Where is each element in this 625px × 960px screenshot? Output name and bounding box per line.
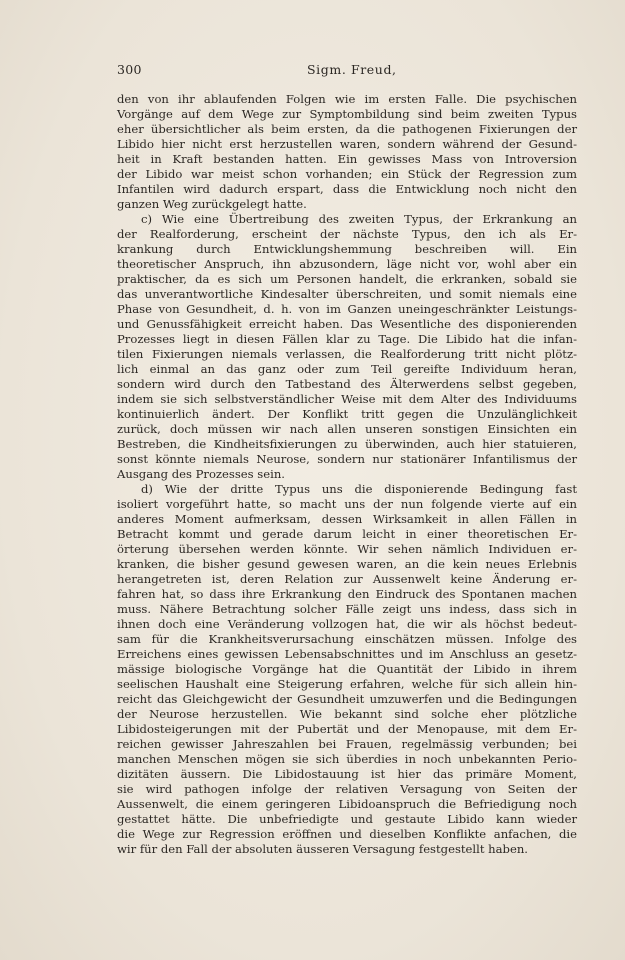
text-line: örterung übersehen werden könnte. Wir sehen nämlich Individuen er-	[117, 542, 577, 556]
text-line: ganzen Weg zurückgelegt hatte.	[117, 197, 307, 211]
text-line: fahren hat, so dass ihre Erkrankung den Eindruck des Spontanen machen	[117, 587, 577, 601]
text-line: reicht das Gleichgewicht der Gesundheit umzuwerfen und die Bedingungen	[117, 692, 577, 706]
text-line: kontinuierlich ändert. Der Konflikt tritt gegen die Unzulänglichkeit	[117, 407, 577, 421]
text-line: heit in Kraft bestanden hatten. Ein gewisses Mass von Introversion	[117, 152, 577, 166]
page-header	[117, 62, 577, 80]
text-line: Ausgang des Prozesses sein.	[117, 467, 285, 481]
text-line: krankung durch Entwicklungshemmung beschreiben will. Ein	[117, 242, 577, 256]
text-line: theoretischer Anspruch, ihn abzusondern, läge nicht vor, wohl aber ein	[117, 257, 577, 271]
text-line: Infantilen wird dadurch erspart, dass die Entwicklung noch nicht den	[117, 182, 577, 196]
text-line: mässige biologische Vorgänge hat die Quantität der Libido in ihrem	[117, 662, 577, 676]
text-line: dizitäten äussern. Die Libidostauung ist hier das primäre Moment,	[117, 767, 577, 781]
text-line: lich einmal an das ganz oder zum Teil gereifte Individuum heran,	[117, 362, 577, 376]
text-line: Libido hier nicht erst herzustellen waren, sondern während der Gesund-	[117, 137, 577, 151]
text-line: tilen Fixierungen niemals verlassen, die Realforderung tritt nicht plötz-	[117, 347, 577, 361]
text-line: isoliert vorgeführt hatte, so macht uns der nun folgende vierte auf ein	[117, 497, 577, 511]
text-line: sie wird pathogen infolge der relativen Versagung von Seiten der	[117, 782, 577, 796]
page-number: 300	[117, 62, 142, 77]
text-line: kranken, die bisher gesund gewesen waren, an die kein neues Erlebnis	[117, 557, 577, 571]
text-line: Aussenwelt, die einem geringeren Libidoanspruch die Befriedigung noch	[117, 797, 577, 811]
text-line: wir für den Fall der absoluten äusseren Versagung festgestellt haben.	[117, 842, 528, 856]
text-line: muss. Nähere Betrachtung solcher Fälle zeigt uns indess, dass sich in	[117, 602, 577, 616]
text-line: sam für die Krankheitsverursachung einschätzen müssen. Infolge des	[117, 632, 577, 646]
text-line: c) Wie eine Übertreibung des zweiten Typus, der Erkrankung an	[141, 212, 577, 226]
text-line: ihnen doch eine Veränderung vollzogen hat, die wir als höchst bedeut-	[117, 617, 577, 631]
text-line: Libidosteigerungen mit der Pubertät und der Menopause, mit dem Er-	[117, 722, 577, 736]
text-line: seelischen Haushalt eine Steigerung erfahren, welche für sich allein hin-	[117, 677, 577, 691]
text-line: indem sie sich selbstverständlicher Weise mit dem Alter des Individuums	[117, 392, 577, 406]
text-line: reichen gewisser Jahreszahlen bei Frauen, regelmässig verbunden; bei	[117, 737, 577, 751]
running-head: Sigm. Freud,	[307, 62, 397, 77]
text-line: der Libido war meist schon vorhanden; ein Stück der Regression zum	[117, 167, 577, 181]
text-line: das unverantwortliche Kindesalter überschreiten, und somit niemals eine	[117, 287, 577, 301]
text-line: sonst könnte niemals Neurose, sondern nur stationärer Infantilismus der	[117, 452, 577, 466]
text-line: Vorgänge auf dem Wege zur Symptombildung sind beim zweiten Typus	[117, 107, 577, 121]
text-line: herangetreten ist, deren Relation zur Aussenwelt keine Änderung er-	[117, 572, 577, 586]
body-text	[117, 92, 577, 857]
text-line: der Realforderung, erscheint der nächste Typus, den ich als Er-	[117, 227, 577, 241]
text-line: der Neurose herzustellen. Wie bekannt sind solche eher plötzliche	[117, 707, 577, 721]
text-line: Prozesses liegt in diesen Fällen klar zu Tage. Die Libido hat die infan-	[117, 332, 577, 346]
text-line: Bestreben, die Kindheitsfixierungen zu überwinden, auch hier statuieren,	[117, 437, 577, 451]
text-line: anderes Moment aufmerksam, dessen Wirksamkeit in allen Fällen in	[117, 512, 577, 526]
text-line: eher übersichtlicher als beim ersten, da die pathogenen Fixierungen der	[117, 122, 577, 136]
text-line: sondern wird durch den Tatbestand des Älterwerdens selbst gegeben,	[117, 377, 577, 391]
text-line: gestattet hätte. Die unbefriedigte und gestaute Libido kann wieder	[117, 812, 577, 826]
text-line: Betracht kommt und gerade darum leicht in einer theoretischen Er-	[117, 527, 577, 541]
text-line: praktischer, da es sich um Personen handelt, die erkranken, sobald sie	[117, 272, 577, 286]
text-line: die Wege zur Regression eröffnen und dieselben Konflikte anfachen, die	[117, 827, 577, 841]
text-line: d) Wie der dritte Typus uns die disponierende Bedingung fast	[141, 482, 577, 496]
text-line: Erreichens eines gewissen Lebensabschnittes und im Anschluss an gesetz-	[117, 647, 577, 661]
text-line: und Genussfähigkeit erreicht haben. Das Wesentliche des disponierenden	[117, 317, 577, 331]
text-line: manchen Menschen mögen sie sich überdies in noch unbekannten Perio-	[117, 752, 577, 766]
text-line: den von ihr ablaufenden Folgen wie im ersten Falle. Die psychischen	[117, 92, 577, 106]
text-line: Phase von Gesundheit, d. h. von im Ganzen uneingeschränkter Leistungs-	[117, 302, 577, 316]
text-line: zurück, doch müssen wir nach allen unseren sonstigen Einsichten ein	[117, 422, 577, 436]
